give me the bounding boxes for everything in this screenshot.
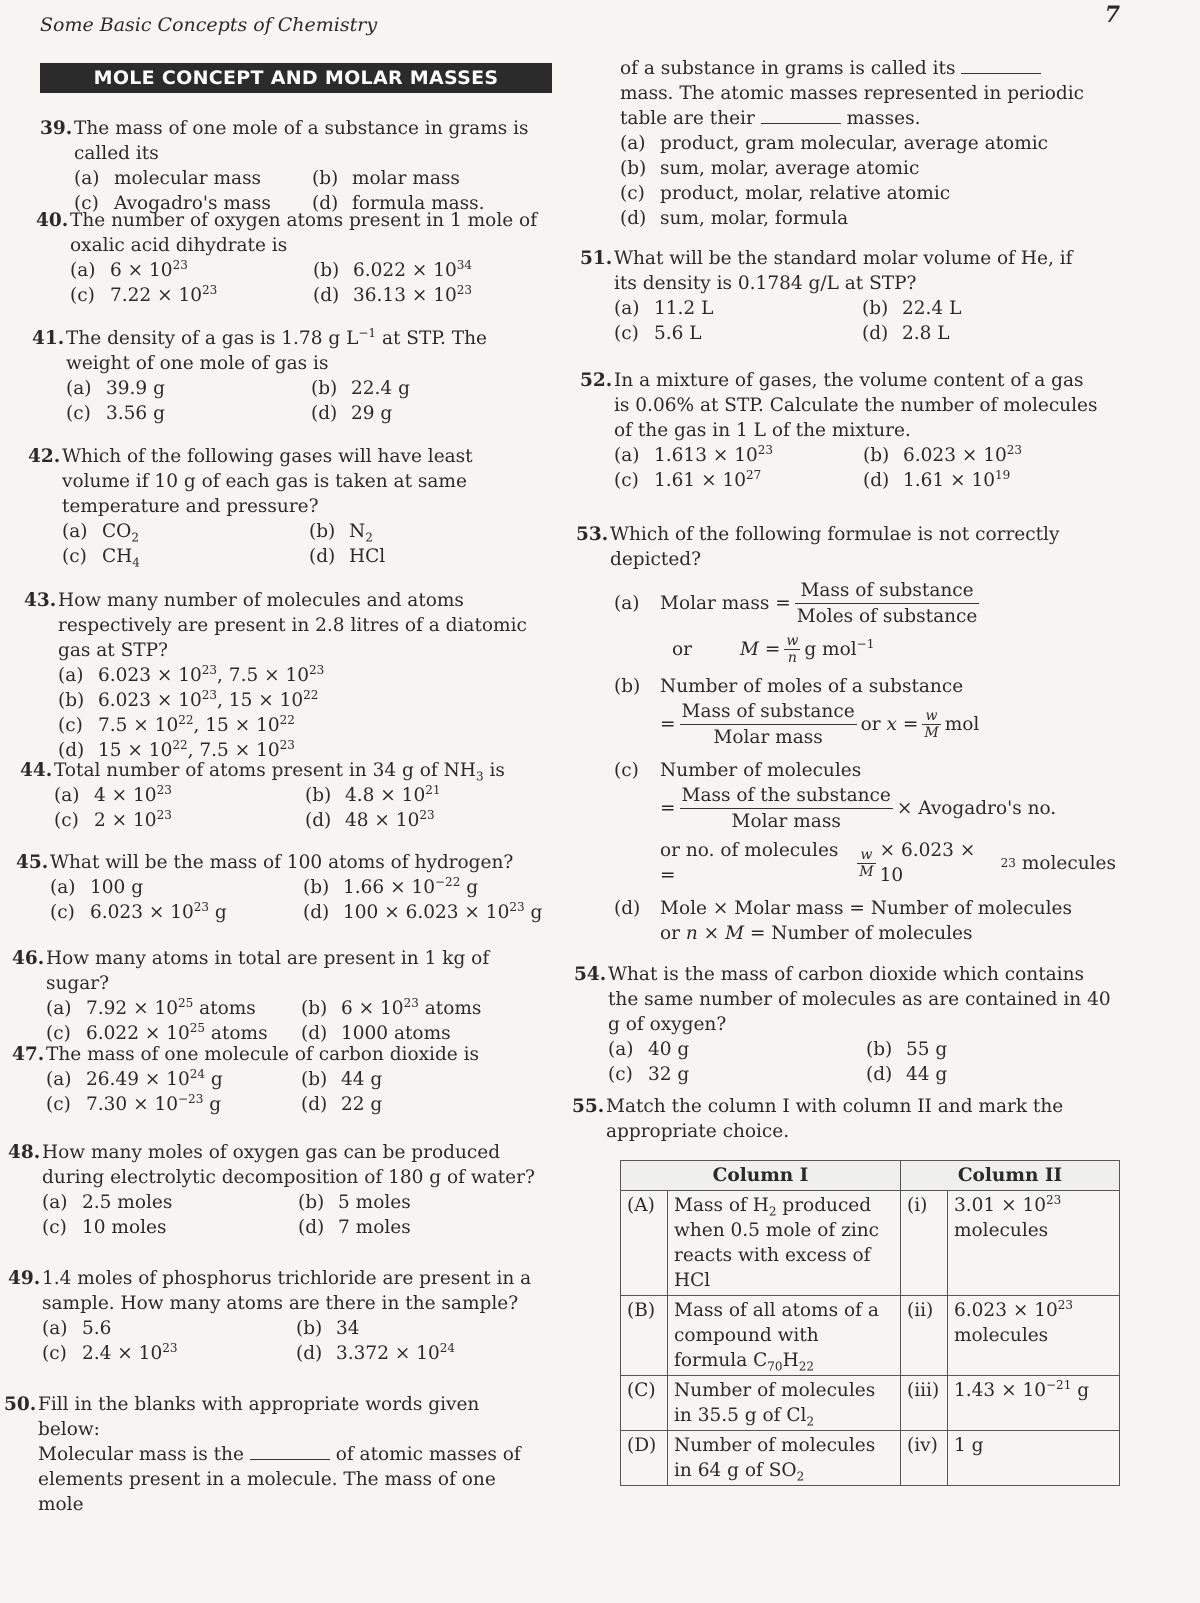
column-1-header: Column I <box>621 1161 901 1191</box>
option-a: (a) $CO_2$ <box>62 521 139 545</box>
option-b: (b) Number of moles of a substance = $\frac{\text{Mass of substance}}{\text{Molar mass}}$ or x = $\frac{w}{M}$ mol <box>614 676 980 748</box>
option-a: (a) $26.49 \times 10^{24}$ g <box>46 1066 223 1090</box>
column-2-header: Column II <box>901 1161 1120 1191</box>
question-45: 45. What will be the mass of 100 atoms of hydrogen? (a) 100 g (b) $1.66 \times 10^{-22}$ g (c) $6.023 \times 10^{23}$ g (d) $100 \times 6.023 \times 10^{23}$ g <box>16 850 546 925</box>
table-row: (A) Mass of $H_2$ produced when 0.5 mole of zinc reacts with excess of HCl (i) $3.01 \times 10^{23}$ molecules <box>621 1191 1120 1296</box>
option-d: (d) 7 moles <box>298 1217 411 1238</box>
option-c: (c) $7.5 \times 10^{22}$, $15 \times 10^{22}$ <box>58 712 295 736</box>
match-table <box>620 1160 1120 1486</box>
option-b: (b) $6.023 \times 10^{23}$, $15 \times 10^{22}$ <box>58 687 319 711</box>
option-d: (d) $48 \times 10^{23}$ <box>305 807 435 831</box>
option-d: (d) 29 g <box>311 403 393 424</box>
option-a: (a) Molar mass = $\frac{\text{Mass of substance}}{\text{Moles of substance}}$ or M = $\frac{w}{n}$ g mol$^{-1}$ <box>614 580 978 666</box>
table-row: (D) Number of molecules in 64 g of $SO_2$ (iv) 1 g <box>621 1431 1120 1486</box>
option-d: (d) 1000 atoms <box>301 1023 451 1044</box>
option-c: (c) $1.61 \times 10^{27}$ <box>614 467 762 491</box>
question-50-continued: of a substance in grams is called its mass. The atomic masses represented in periodic table are their masses. (a) product, gram molecular, average atomic (b) sum, molar, average atomic (c) product, molar, relative atomic (d) sum, molar, formula <box>620 56 1100 231</box>
question-53: 53. Which of the following formulae is not correctly depicted? (a) Molar mass = $\frac{\text{Mass of substance}}{\text{Moles of substance}}$ or M = $\frac{w}{n}$ g mol$^{-1}$ (b) Number of moles of a substance = $\frac{\text{Mass of substance}}{\text{Molar mass}}$ or x = $\frac{w}{M}$ mol (c) Number of molecules = $\frac{\text{Mass of the substance}}{\text{Molar mass}}$ × Avogadro's no. or no. of molecules = $\frac{w}{M}$ × 6.023 × 10 23 molecules (d) Mole × Molar mass = Number of molecules or n × M = Number of molecules <box>576 524 1116 944</box>
question-42: 42. Which of the following gases will have least volume if 10 g of each gas is taken at same temperature and pressure? (a) $CO_2$ (b) $N_2$ (c) $CH_4$ (d) HCl <box>28 444 546 569</box>
option-a: (a) 5.6 <box>42 1318 112 1339</box>
option-b: (b) $4.8 \times 10^{21}$ <box>305 782 441 806</box>
question-39: 39. The mass of one mole of a substance in grams is called its (a) molecular mass (b) molar mass (c) Avogadro's mass (d) formula mass. <box>40 116 540 216</box>
option-a: (a) $6.023 \times 10^{23}$, $7.5 \times 10^{23}$ <box>58 662 325 686</box>
option-c: (c) $6.022 \times 10^{25}$ atoms <box>46 1020 268 1044</box>
option-b: (b) $6.023 \times 10^{23}$ <box>863 442 1023 466</box>
question-47: 47. The mass of one molecule of carbon dioxide is (a) $26.49 \times 10^{24}$ g (b) 44 g (c) $7.30 \times 10^{-23}$ g (d) 22 g <box>12 1042 546 1117</box>
option-a: (a) 100 g <box>50 877 144 898</box>
question-54: 54. What is the mass of carbon dioxide which contains the same number of molecules as are contained in 40 g of oxygen? (a) 40 g (b) 55 g (c) 32 g (d) 44 g <box>574 962 1114 1087</box>
option-c: (c) 5.6 L <box>614 323 702 344</box>
table-row: (C) Number of molecules in 35.5 g of $Cl_2$ (iii) $1.43 \times 10^{-21}$ g <box>621 1376 1120 1431</box>
option-c: (c) $2 \times 10^{23}$ <box>54 807 172 831</box>
option-b: (b) $6.022 \times 10^{34}$ <box>313 257 473 281</box>
option-b: (b) sum, molar, average atomic <box>620 158 920 179</box>
option-c: (c) $CH_4$ <box>62 546 140 570</box>
question-55: 55. Match the column I with column II and mark the appropriate choice. <box>572 1096 1064 1142</box>
option-c: (c) 32 g <box>608 1064 690 1085</box>
option-a: (a) 11.2 L <box>614 298 714 319</box>
option-c: (c) 10 moles <box>42 1217 167 1238</box>
option-d: (d) $36.13 \times 10^{23}$ <box>313 282 473 306</box>
option-c: (c) $2.4 \times 10^{23}$ <box>42 1340 178 1364</box>
option-c: (c) $6.023 \times 10^{23}$ g <box>50 899 227 923</box>
option-d: (d) 2.8 L <box>862 323 950 344</box>
option-d: (d) sum, molar, formula <box>620 208 849 229</box>
question-40: 40. The number of oxygen atoms present in 1 mole of oxalic acid dihydrate is (a) $6 \times 10^{23}$ (b) $6.022 \times 10^{34}$ (c) $7.22 \times 10^{23}$ (d) $36.13 \times 10^{23}$ <box>36 208 546 308</box>
question-43: 43. How many number of molecules and atoms respectively are present in 2.8 litres of a diatomic gas at STP? (a) $6.023 \times 10^{23}$, $7.5 \times 10^{23}$ (b) $6.023 \times 10^{23}$, $15 \times 10^{22}$ (c) $7.5 \times 10^{22}$, $15 \times 10^{22}$ (d) $15 \times 10^{22}$, $7.5 \times 10^{23}$ <box>24 588 546 763</box>
option-a: (a) $6 \times 10^{23}$ <box>70 257 188 281</box>
question-44: 44. Total number of atoms present in 34 g of $NH_3$ is (a) $4 \times 10^{23}$ (b) $4.8 \times 10^{21}$ (c) $2 \times 10^{23}$ (d) $48 \times 10^{23}$ <box>20 758 546 833</box>
option-a: (a) 2.5 moles <box>42 1192 173 1213</box>
question-46: 46. How many atoms in total are present in 1 kg of sugar? (a) $7.92 \times 10^{25}$ atoms (b) $6 \times 10^{23}$ atoms (c) $6.022 \times 10^{25}$ atoms (d) 1000 atoms <box>12 946 546 1046</box>
option-b: (b) 22.4 g <box>311 378 410 399</box>
table-row: (B) Mass of all atoms of a compound with formula $C_{70}H_{22}$ (ii) $6.023 \times 10^{23}$ molecules <box>621 1296 1120 1376</box>
option-d: (d) $3.372 \times 10^{24}$ <box>296 1340 456 1364</box>
option-b: (b) $6 \times 10^{23}$ atoms <box>301 995 482 1019</box>
option-b: (b) $1.66 \times 10^{-22}$ g <box>303 874 479 898</box>
option-d: (d) $1.61 \times 10^{19}$ <box>863 467 1011 491</box>
option-c: (c) $7.30 \times 10^{-23}$ g <box>46 1091 222 1115</box>
option-b: (b) 44 g <box>301 1069 383 1090</box>
question-41: 41. The density of a gas is 1.78 g $L^{-1}$ at STP. The weight of one mole of gas is (a) 39.9 g (b) 22.4 g (c) 3.56 g (d) 29 g <box>32 326 546 426</box>
option-a: (a) 40 g <box>608 1039 690 1060</box>
option-a: (a) product, gram molecular, average atomic <box>620 133 1049 154</box>
question-50: 50. Fill in the blanks with appropriate words given below: Molecular mass is the of atomic masses of elements present in a molecule. The mass of one mole <box>4 1392 540 1517</box>
option-c: (c) product, molar, relative atomic <box>620 183 951 204</box>
option-a: (a) 39.9 g <box>66 378 165 399</box>
option-a: (a) $4 \times 10^{23}$ <box>54 782 172 806</box>
option-a: (a) molecular mass <box>74 168 262 189</box>
page-header-title: Some Basic Concepts of Chemistry <box>40 14 378 36</box>
question-51: 51. What will be the standard molar volume of He, if its density is 0.1784 g/L at STP? (a) 11.2 L (b) 22.4 L (c) 5.6 L (d) 2.8 L <box>580 246 1100 346</box>
option-b: (b) molar mass <box>312 168 460 189</box>
option-d: (d) HCl <box>309 546 386 567</box>
option-d: (d) Mole × Molar mass = Number of molecules or n × M = Number of molecules <box>614 898 1072 944</box>
option-c: (c) Number of molecules = $\frac{\text{Mass of the substance}}{\text{Molar mass}}$ × Avogadro's no. or no. of molecules = $\frac{w}{M}$ × 6.023 × 10 23 molecules <box>614 760 1116 886</box>
option-b: (b) 5 moles <box>298 1192 411 1213</box>
option-d: (d) $15 \times 10^{22}$, $7.5 \times 10^{23}$ <box>58 737 295 761</box>
section-heading: MOLE CONCEPT AND MOLAR MASSES <box>40 63 552 93</box>
option-d: (d) 44 g <box>866 1064 948 1085</box>
option-b: (b) 55 g <box>866 1039 948 1060</box>
question-50-fill-text: Molecular mass is the of atomic masses of elements present in a molecule. The mass of one mole <box>38 1444 521 1515</box>
option-c: (c) 3.56 g <box>66 403 165 424</box>
option-d: (d) $100 \times 6.023 \times 10^{23}$ g <box>303 899 543 923</box>
option-a: (a) $1.613 \times 10^{23}$ <box>614 442 774 466</box>
option-c: (c) Avogadro's mass <box>74 193 271 214</box>
option-b: (b) 34 <box>296 1318 360 1339</box>
option-c: (c) $7.22 \times 10^{23}$ <box>70 282 218 306</box>
option-b: (b) $N_2$ <box>309 521 373 545</box>
option-d: (d) 22 g <box>301 1094 383 1115</box>
option-b: (b) 22.4 L <box>862 298 962 319</box>
question-49: 49. 1.4 moles of phosphorus trichloride are present in a sample. How many atoms are there in the sample? (a) 5.6 (b) 34 (c) $2.4 \times 10^{23}$ (d) $3.372 \times 10^{24}$ <box>8 1266 540 1366</box>
option-d: (d) formula mass. <box>312 193 485 214</box>
question-52: 52. In a mixture of gases, the volume content of a gas is 0.06% at STP. Calculate the number of molecules of the gas in 1 L of the mixture. (a) $1.613 \times 10^{23}$ (b) $6.023 \times 10^{23}$ (c) $1.61 \times 10^{27}$ (d) $1.61 \times 10^{19}$ <box>580 368 1102 493</box>
page-number: 7 <box>1104 2 1120 28</box>
option-a: (a) $7.92 \times 10^{25}$ atoms <box>46 995 256 1019</box>
question-48: 48. How many moles of oxygen gas can be produced during electrolytic decomposition of 180 g of water? (a) 2.5 moles (b) 5 moles (c) 10 moles (d) 7 moles <box>8 1140 544 1240</box>
